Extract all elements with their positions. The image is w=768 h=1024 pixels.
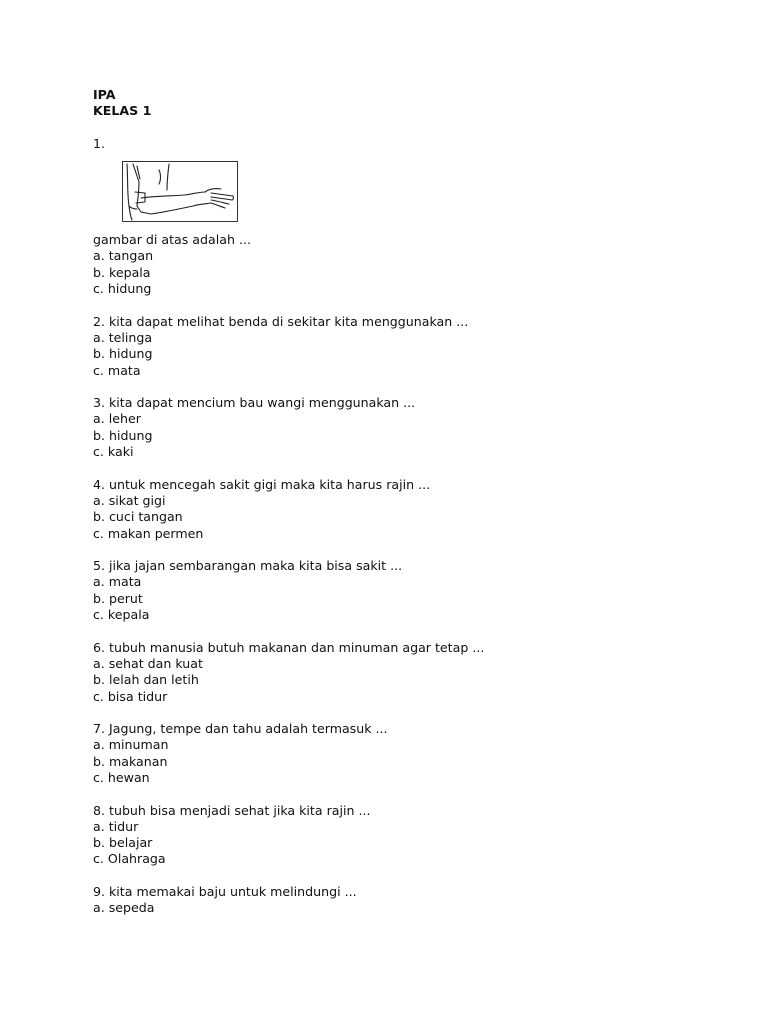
question-1-stem: gambar di atas adalah ... — [93, 232, 251, 248]
question-9-text: 9. kita memakai baju untuk melindungi ... — [93, 884, 357, 900]
question-4-option-c: c. makan permen — [93, 525, 204, 541]
spacer — [93, 623, 733, 639]
question-1-option-a: a. tangan — [93, 248, 154, 264]
question-2-option-b: b. hidung — [93, 346, 153, 362]
question-4-option-a: a. sikat gigi — [93, 492, 166, 508]
spacer — [93, 297, 733, 313]
question-3-option-c: c. kaki — [93, 444, 134, 460]
question-7-option-a: a. minuman — [93, 737, 169, 753]
question-2-option-a: a. telinga — [93, 329, 153, 345]
question-4-text: 4. untuk mencegah sakit gigi maka kita harus rajin ... — [93, 476, 431, 492]
question-7-option-c: c. hewan — [93, 769, 150, 785]
spacer — [93, 542, 733, 558]
question-2-option-c: c. mata — [93, 362, 141, 378]
question-8-option-b: b. belajar — [93, 835, 153, 851]
question-1-number: 1. — [93, 135, 106, 151]
arm-icon — [122, 161, 238, 222]
question-6-text: 6. tubuh manusia butuh makanan dan minuman agar tetap ... — [93, 639, 485, 655]
question-5-option-a: a. mata — [93, 574, 142, 590]
spacer — [93, 120, 733, 136]
question-1-option-b: b. kepala — [93, 264, 151, 280]
question-5-option-b: b. perut — [93, 590, 143, 606]
question-5-option-c: c. kepala — [93, 607, 150, 623]
spacer — [93, 868, 733, 884]
question-3-option-a: a. leher — [93, 411, 141, 427]
question-1-figure-row — [93, 152, 733, 232]
question-6-option-c: c. bisa tidur — [93, 688, 168, 704]
question-1-option-c: c. hidung — [93, 281, 152, 297]
worksheet-page — [93, 87, 733, 917]
question-4-option-b: b. cuci tangan — [93, 509, 183, 525]
question-9-option-a: a. sepeda — [93, 900, 155, 916]
question-7-option-b: b. makanan — [93, 753, 168, 769]
spacer — [93, 460, 733, 476]
question-2-text: 2. kita dapat melihat benda di sekitar kita menggunakan ... — [93, 313, 469, 329]
question-7-text: 7. Jagung, tempe dan tahu adalah termasuk ... — [93, 721, 388, 737]
spacer — [93, 786, 733, 802]
spacer — [93, 705, 733, 721]
question-8-option-a: a. tidur — [93, 818, 139, 834]
question-3-text: 3. kita dapat mencium bau wangi menggunakan ... — [93, 395, 416, 411]
question-6-option-b: b. lelah dan letih — [93, 672, 199, 688]
grade-heading: KELAS 1 — [93, 103, 152, 119]
question-8-text: 8. tubuh bisa menjadi sehat jika kita rajin ... — [93, 802, 371, 818]
question-6-option-a: a. sehat dan kuat — [93, 655, 203, 671]
question-3-option-b: b. hidung — [93, 427, 153, 443]
spacer — [93, 379, 733, 395]
question-5-text: 5. jika jajan sembarangan maka kita bisa sakit ... — [93, 558, 403, 574]
question-8-option-c: c. Olahraga — [93, 851, 166, 867]
subject-heading: IPA — [93, 87, 116, 102]
arm-drawing — [123, 162, 237, 221]
